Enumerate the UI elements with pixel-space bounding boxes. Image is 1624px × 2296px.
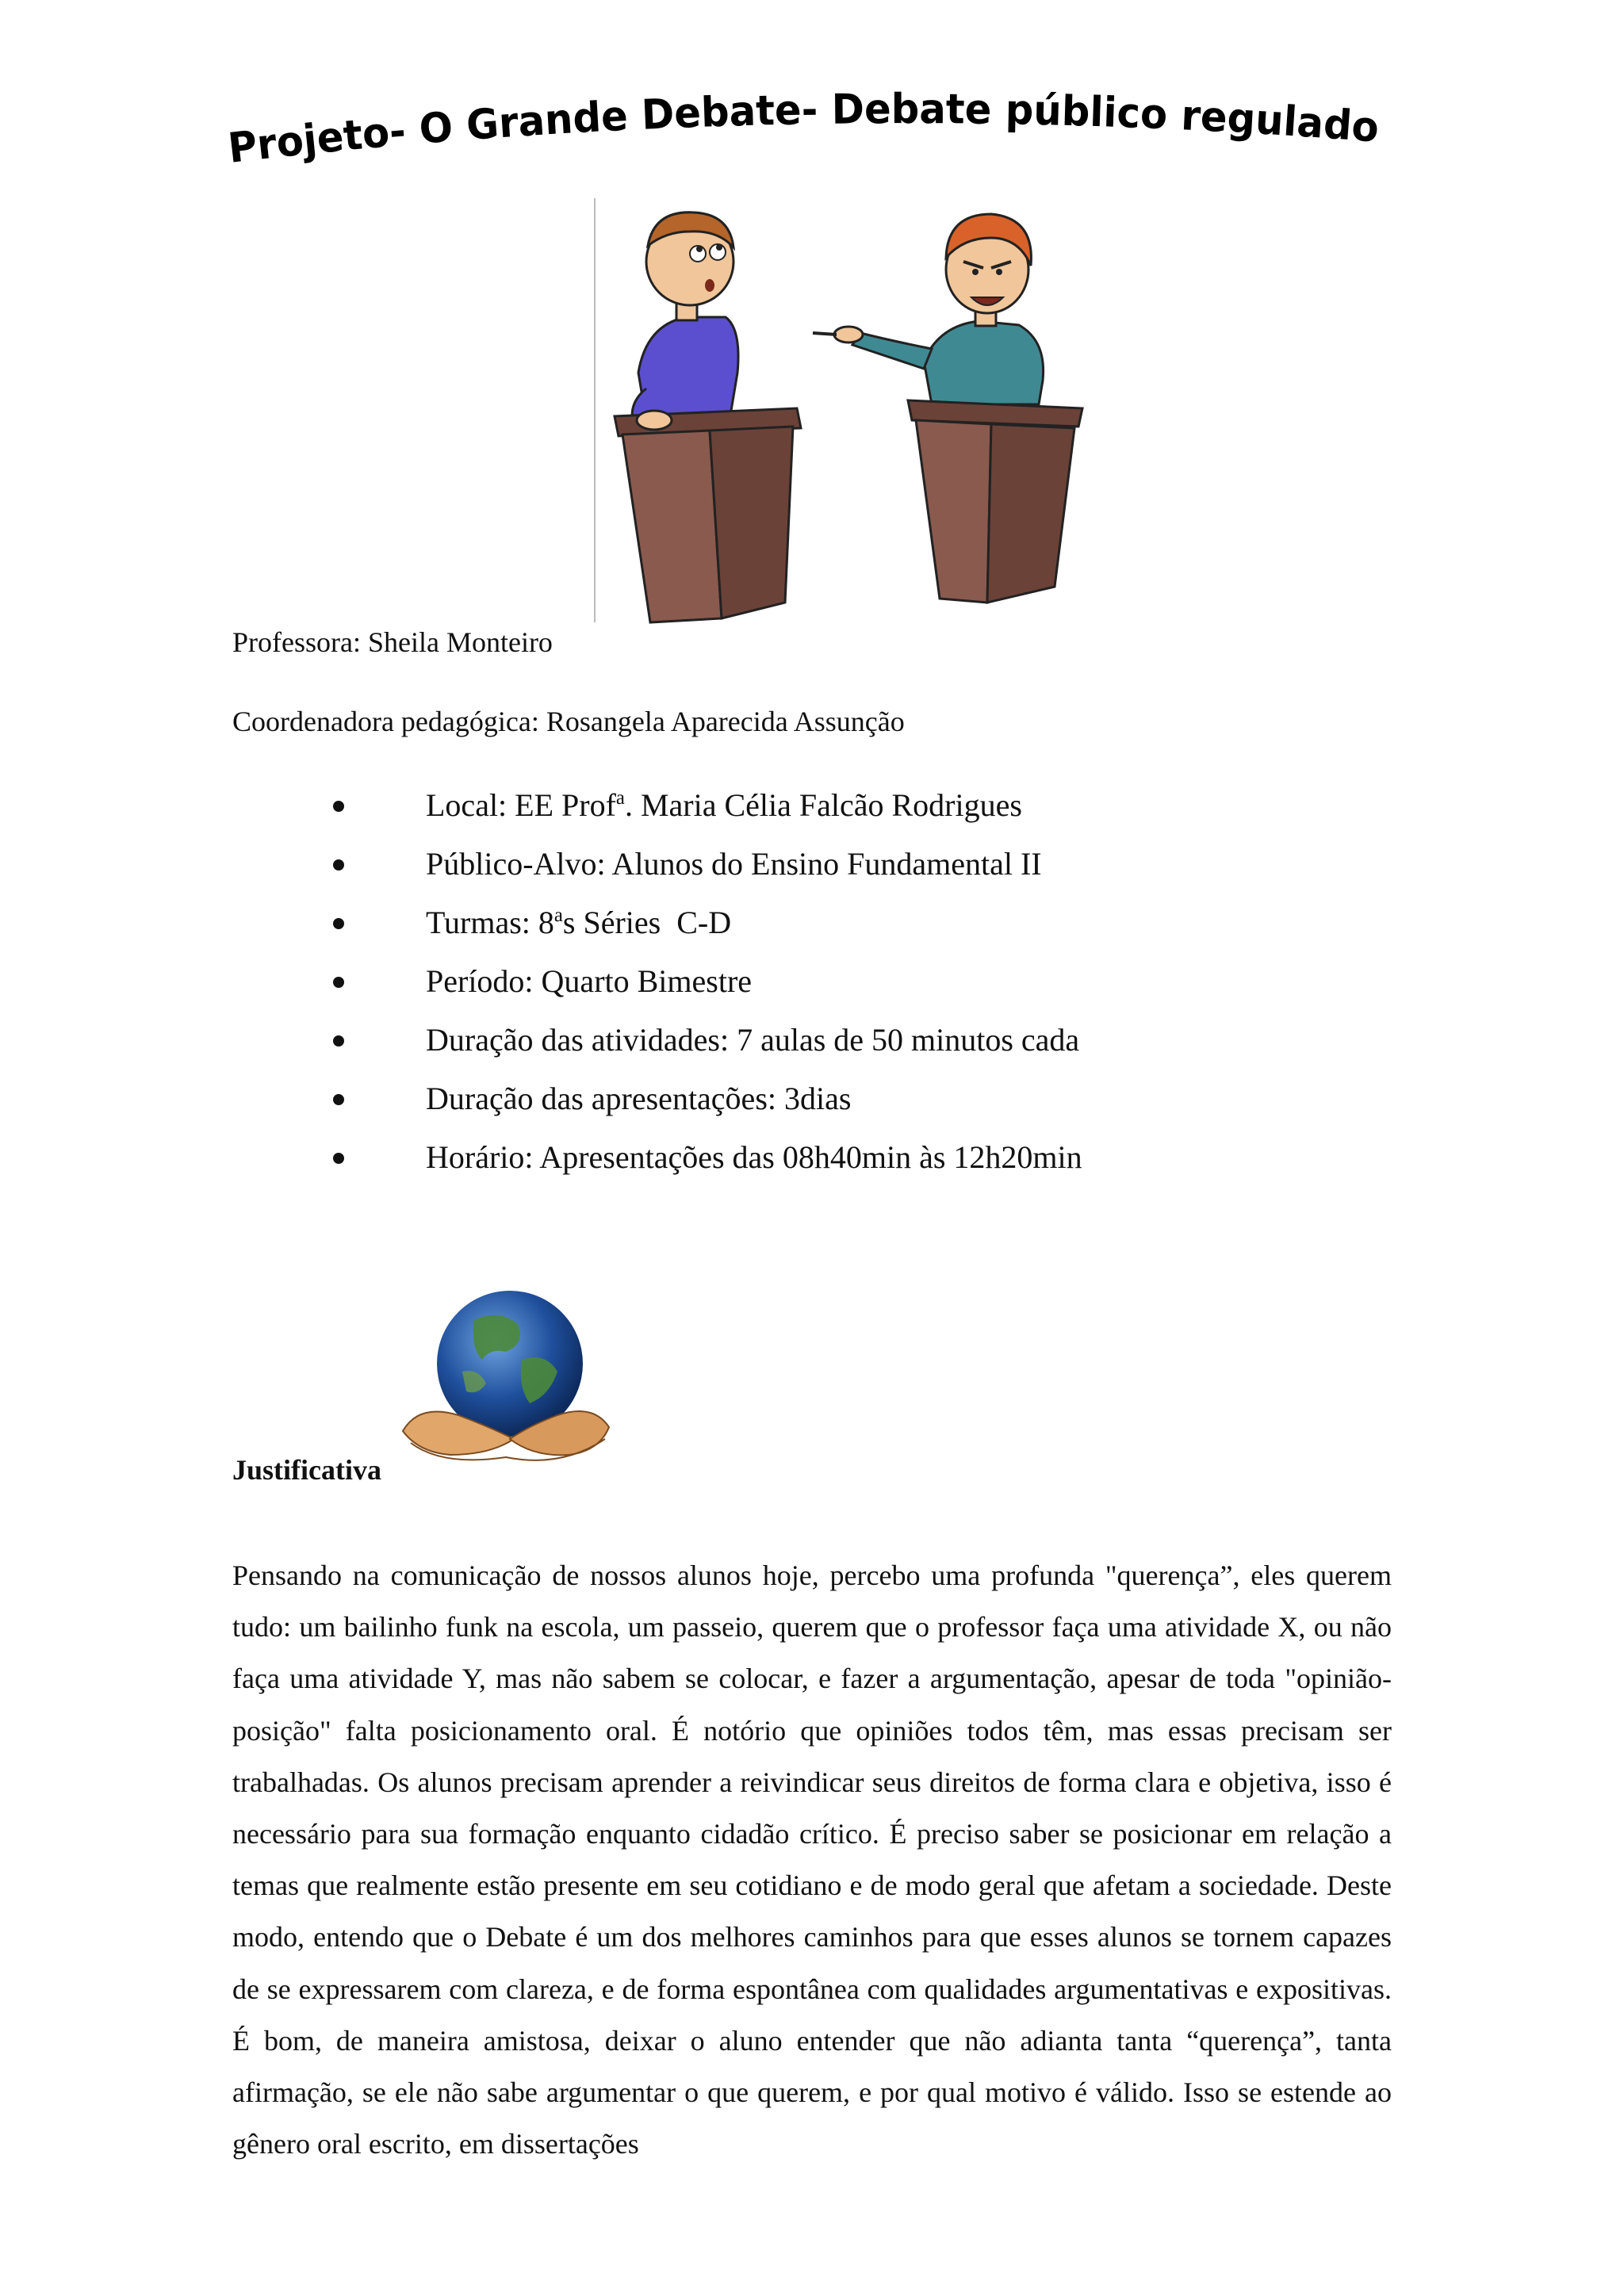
left-debater-figure — [632, 212, 738, 428]
left-podium — [615, 408, 801, 622]
page-title: Projeto- O Grande Debate- Debate público regulado — [225, 86, 1382, 173]
list-item-periodo: Período: Quarto Bimestre — [333, 961, 1082, 1020]
section-heading-justificativa: Justificativa — [232, 1454, 381, 1486]
bullet-icon — [333, 801, 344, 812]
list-item-publico: Público-Alvo: Alunos do Ensino Fundamental II — [333, 844, 1082, 902]
bullet-icon — [333, 1094, 344, 1105]
bullet-icon — [333, 1153, 344, 1164]
project-info-list — [333, 785, 1082, 1196]
justification-paragraph: Pensando na comunicação de nossos alunos hoje, percebo uma profunda "querença”, eles querem tudo: um bailinho funk na escola, um passeio, querem que o professor faça uma atividade X, ou não faça uma atividade Y, mas não sabem se colocar, e fazer a argumentação, apesar de toda "opinião-posição" falta posicionamento oral. É notório que opiniões todos têm, mas essas precisam ser trabalhadas. Os alunos precisam aprender a reivindicar seus direitos de forma clara e objetiva, isso é necessário para sua formação enquanto cidadão crítico. É preciso saber se posicionar em relação a temas que realmente estão presente em seu cotidiano e de modo geral que afetam a sociedade. Deste modo, entendo que o Debate é um dos melhores caminhos para que esses alunos se tornem capazes de se expressarem com clareza, e de forma espontânea com qualidades argumentativas e expositivas. É bom, de maneira amistosa, deixar o aluno entender que não adianta tanta “querença”, tanta afirmação, se ele não sabe argumentar o que querem, e por qual motivo é válido. Isso se estende ao gênero oral escrito, em dissertações — [232, 1559, 1392, 2160]
list-item-turmas: Turmas: 8$^a$s Séries C-D — [333, 902, 1082, 961]
bullet-icon — [333, 859, 344, 871]
list-item-duracao-atividades: Duração das atividades: 7 aulas de 50 minutos cada — [333, 1020, 1082, 1078]
teacher-name: Professora: Sheila Monteiro — [232, 626, 553, 658]
coordinator-name: Coordenadora pedagógica: Rosangela Aparecida Assunção — [232, 706, 905, 737]
left-shirt — [638, 317, 738, 420]
right-podium — [908, 400, 1082, 603]
list-item-duracao-apresentacoes: Duração das apresentações: 3dias — [333, 1078, 1082, 1137]
bullet-icon — [333, 1035, 344, 1047]
right-shirt — [924, 321, 1044, 404]
bullet-icon — [333, 977, 344, 988]
bullet-icon — [333, 918, 344, 929]
list-item-local: Local: EE Prof$^a$. Maria Célia Falcão Rodrigues — [333, 785, 1082, 844]
right-debater-figure — [813, 214, 1044, 404]
globe-in-hands-image — [387, 1284, 625, 1483]
list-item-horario: Horário: Apresentações das 08h40min às 12h20min — [333, 1137, 1082, 1196]
title-wordart — [222, 79, 1396, 198]
debate-illustration — [591, 190, 1106, 634]
